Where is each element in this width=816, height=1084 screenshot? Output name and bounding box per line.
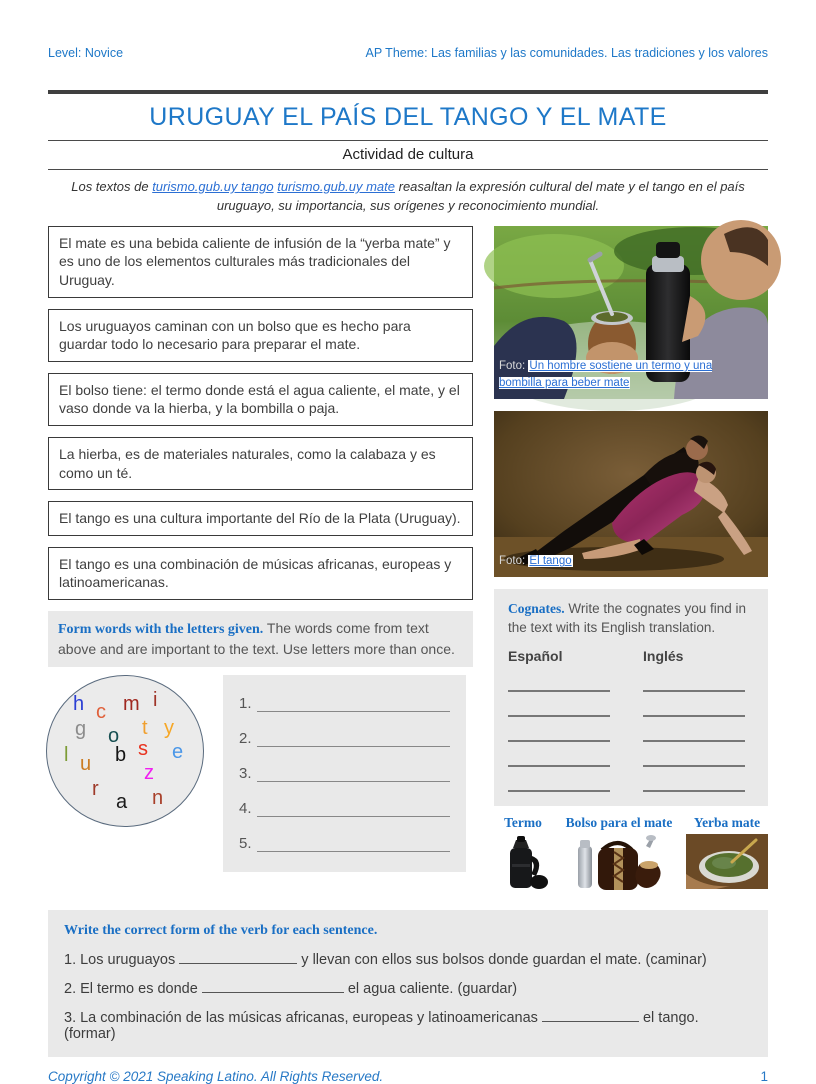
letter-h: h (73, 692, 85, 715)
vocabulary-items (494, 815, 768, 896)
termo-label: Termo (504, 815, 542, 831)
cognates-heading: Cognates. (508, 600, 565, 616)
cognate-blank-es (508, 671, 610, 692)
verb-exercise-panel (48, 910, 768, 1057)
cognates-col-ingles: Inglés (643, 648, 684, 665)
media-column (494, 226, 768, 896)
fact-box-bolso-contenido: El bolso tiene: el termo donde está el agua caliente, el mate, y el vaso donde va la hierba, y la bombilla o paja. (48, 373, 473, 426)
cognate-blank-en (643, 696, 745, 717)
letter-s: s (138, 737, 148, 760)
level-label: Level: Novice (48, 46, 124, 60)
bolso-label: Bolso para el mate (565, 815, 673, 831)
letter-circle (46, 675, 204, 827)
intro-text: Los textos de (71, 179, 153, 194)
letter-b: b (115, 743, 127, 766)
word-blank-4: 4. (239, 792, 450, 817)
word-blank-1: 1. (239, 687, 450, 712)
answer-line (257, 781, 450, 782)
letter-i: i (153, 688, 158, 711)
link-turismo-tango[interactable]: turismo.gub.uy tango (152, 179, 274, 194)
letter-r: r (92, 777, 99, 800)
letter-n: n (152, 786, 164, 809)
page-number: 1 (760, 1068, 768, 1084)
cognate-blank-es (508, 746, 610, 767)
cognates-col-espanol: Español (508, 648, 563, 665)
item-termo (494, 815, 552, 896)
verb-sentence-2: 2. El termo es donde el agua caliente. (guardar) (64, 980, 518, 997)
verb-blank-1 (179, 951, 297, 964)
verb-blank-2 (202, 980, 344, 993)
bolso-image (572, 834, 666, 891)
verb-sentence-1: 1. Los uruguayos y llevan con ellos sus bolsos donde guardan el mate. (caminar) (64, 951, 707, 968)
page-footer (48, 1069, 768, 1084)
termo-image (494, 834, 552, 891)
cognate-blank-es (508, 696, 610, 717)
word-blank-3: 3. (239, 757, 450, 782)
page-header (48, 46, 768, 60)
letter-t: t (142, 716, 148, 739)
verb-blank-3 (542, 1009, 639, 1022)
cognate-blank-es (508, 771, 610, 792)
answer-line (257, 816, 450, 817)
intro-paragraph (66, 178, 750, 216)
letter-g: g (75, 717, 87, 740)
fact-box-mate: El mate es una bebida caliente de infusión de la “yerba mate” y es uno de los elementos culturales más tradicionales del Uruguay. (48, 226, 473, 298)
header-divider (48, 90, 768, 94)
cognates-instructions: Write the cognates you find in the text with its English translation. (508, 600, 746, 635)
word-answer-list (223, 675, 466, 872)
letter-o: o (108, 724, 120, 747)
letter-e: e (172, 740, 184, 763)
fact-box-tango-cultura: El tango es una cultura importante del Río de la Plata (Uruguay). (48, 501, 473, 536)
page-title: URUGUAY EL PAÍS DEL TANGO Y EL MATE (149, 103, 667, 131)
letter-z: z (144, 761, 154, 784)
verb-exercise-heading: Write the correct form of the verb for each sentence. (64, 922, 378, 938)
form-words-heading: Form words with the letters given. (58, 622, 264, 637)
letter-a: a (116, 790, 128, 813)
cognate-blank-en (643, 721, 745, 742)
letter-l: l (64, 743, 69, 766)
divider (48, 169, 768, 170)
verb-sentence-3: 3. La combinación de las músicas africanas, europeas y latinoamericanas el tango. (formar) (64, 1009, 699, 1042)
yerba-label: Yerba mate (693, 815, 761, 831)
photo-tango-caption-link[interactable]: El tango (529, 555, 572, 568)
fact-box-hierba: La hierba, es de materiales naturales, como la calabaza y es como un té. (48, 437, 473, 490)
word-blank-5: 5. (239, 827, 450, 852)
ap-theme-label: AP Theme: Las familias y las comunidades. Las tradiciones y los valores (365, 46, 768, 60)
cognate-blank-es (508, 721, 610, 742)
item-yerba (686, 815, 768, 896)
photo-tango (494, 411, 768, 577)
letter-u: u (80, 752, 92, 775)
copyright-text: Copyright © 2021 Speaking Latino. All Rights Reserved. (48, 1068, 384, 1084)
word-blank-2: 2. (239, 722, 450, 747)
photo-mate-caption: Foto: Un hombre sostiene un termo y una bombilla para beber mate (499, 360, 713, 390)
link-turismo-mate[interactable]: turismo.gub.uy mate (277, 179, 395, 194)
facts-column (48, 226, 473, 872)
cognate-blank-en (643, 746, 745, 767)
answer-line (257, 711, 450, 712)
letter-m: m (123, 692, 140, 715)
fact-box-tango-musica: El tango es una combinación de músicas africanas, europeas y latinoamericanas. (48, 547, 473, 600)
activity-subtitle: Actividad de cultura (342, 146, 474, 163)
letter-y: y (164, 716, 174, 739)
fact-box-bolso: Los uruguayos caminan con un bolso que es hecho para guardar todo lo necesario para preparar el mate. (48, 309, 473, 362)
letter-c: c (96, 700, 106, 723)
intro-text: reasaltan la expresión cultural del mate y el tango en el país uruguayo, su importancia, sus orígenes y reconocimiento mundial. (216, 179, 745, 213)
cognate-blank-en (643, 771, 745, 792)
photo-mate-caption-link[interactable]: Un hombre sostiene un termo y una bombilla para beber mate (499, 360, 713, 390)
form-words-instructions: Form words with the letters given. The words come from text above and are important to the text. Use letters more than once. (48, 611, 473, 667)
photo-mate (494, 226, 768, 399)
cognates-panel (494, 589, 768, 806)
item-bolso (566, 815, 673, 896)
answer-line (257, 851, 450, 852)
yerba-mate-image (686, 834, 768, 889)
photo-tango-caption: Foto: El tango (499, 555, 572, 568)
tango-photo-illustration (494, 411, 768, 577)
cognate-blank-en (643, 671, 745, 692)
answer-line (257, 746, 450, 747)
